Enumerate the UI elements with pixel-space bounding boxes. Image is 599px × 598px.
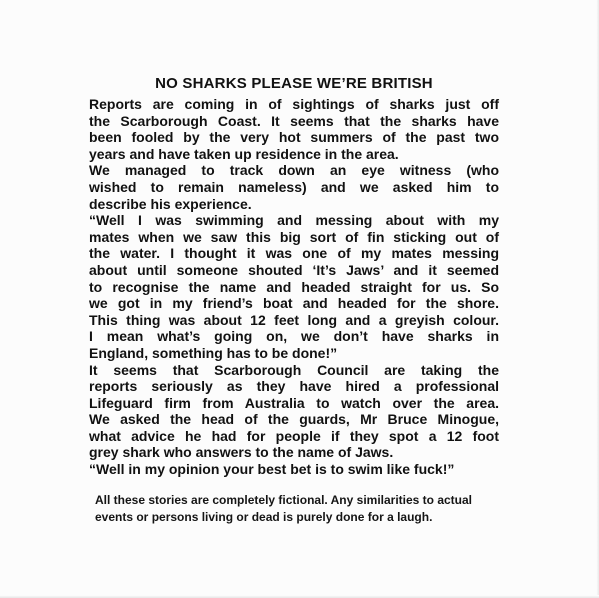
article-line: grey shark who answers to the name of Jaws.	[89, 444, 394, 461]
article-line: mates when we saw this big sort of fin sticking out of	[89, 228, 499, 245]
article-line: been fooled by the very hot summers of the past two	[89, 129, 499, 146]
disclaimer-line: All these stories are completely fictional. Any similarities to actual	[95, 493, 473, 507]
article-line: what advice he had for people if they spot a 12 foot	[89, 427, 499, 444]
article-body	[89, 96, 499, 478]
article-line: we got in my friend’s boat and headed for the shore.	[89, 295, 499, 312]
article-line: to recognise the name and headed straight for us. So	[89, 278, 499, 295]
article-line: years and have taken up residence in the area.	[89, 145, 399, 162]
article-line: about until someone shouted ‘It’s Jaws’ and it seemed	[89, 261, 499, 278]
article-line: We asked the head of the guards, Mr Bruce Minogue,	[89, 411, 499, 428]
article-line: This thing was about 12 feet long and a greyish colour.	[89, 311, 499, 328]
article-line: It seems that Scarborough Council are taking the	[89, 361, 499, 378]
article-line: “Well I was swimming and messing about with my	[89, 212, 499, 229]
disclaimer-line: events or persons living or dead is purely done for a laugh.	[95, 510, 433, 524]
article-line: reports seriously as they have hired a professional	[89, 378, 499, 395]
article	[89, 74, 499, 478]
article-line: We managed to track down an eye witness (who	[89, 162, 499, 179]
article-line: England, something has to be done!”	[89, 344, 338, 361]
article-line: Lifeguard firm from Australia to watch over the area.	[89, 394, 499, 411]
disclaimer	[95, 492, 515, 526]
article-line: “Well in my opinion your best bet is to swim like fuck!”	[89, 461, 455, 478]
article-line: the Scarborough Coast. It seems that the sharks have	[89, 112, 499, 129]
article-title: NO SHARKS PLEASE WE’RE BRITISH	[155, 75, 433, 92]
article-line: Reports are coming in of sightings of sharks just off	[89, 96, 499, 112]
article-line: I mean what’s going on, we don’t have sharks in	[89, 328, 499, 345]
article-line: describe his experience.	[89, 195, 252, 212]
article-line: the water. I thought it was one of my mates messing	[89, 245, 499, 262]
article-line: wished to remain nameless) and we asked him to	[89, 178, 499, 195]
